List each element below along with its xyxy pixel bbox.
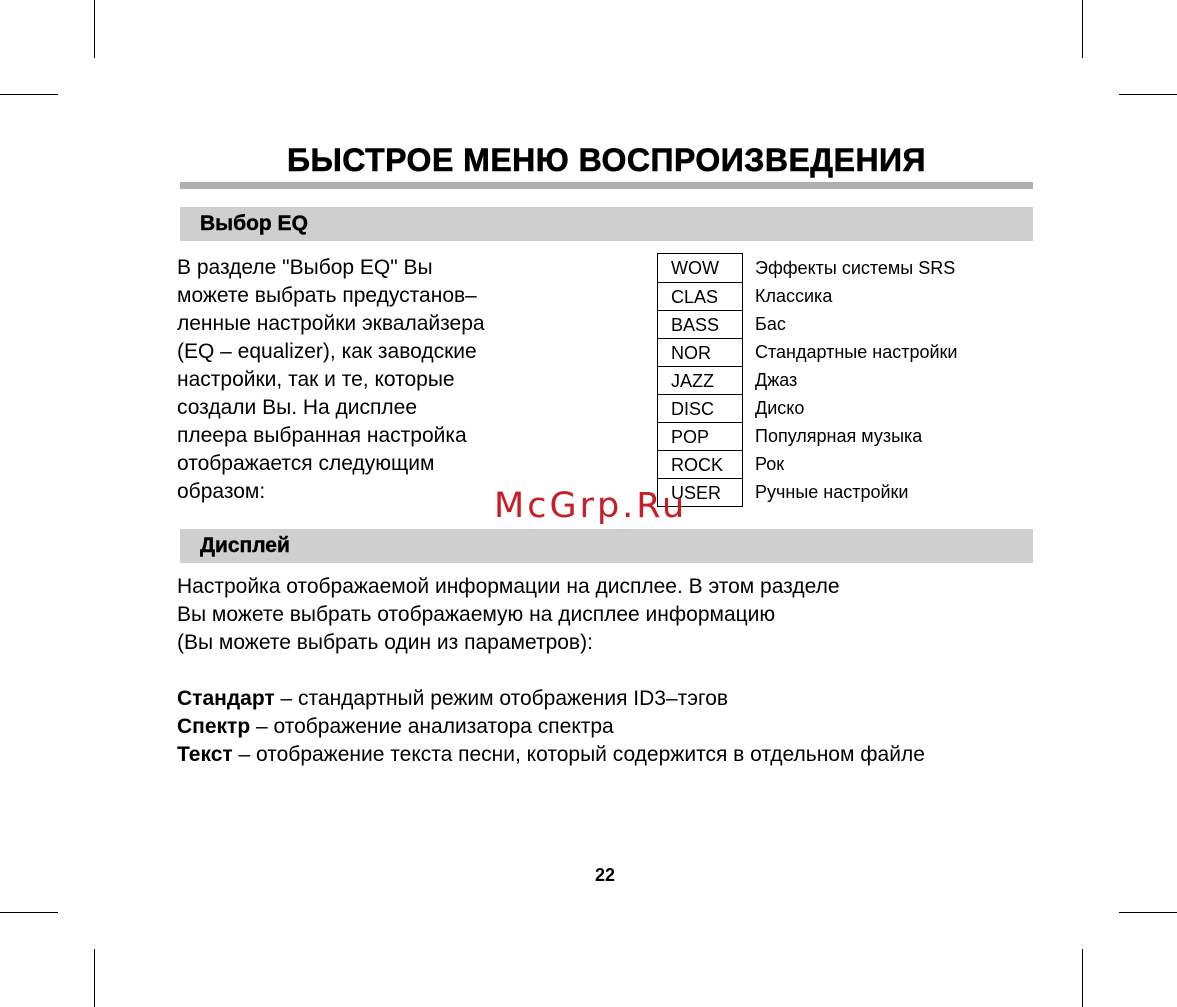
eq-code-user: USER <box>658 478 742 506</box>
display-intro-text <box>177 573 1037 657</box>
crop-mark-top-left-v <box>94 0 95 58</box>
page-number: 22 <box>594 865 616 885</box>
page-title: БЫСТРОЕ МЕНЮ ВОСПРОИЗВЕДЕНИЯ <box>286 142 927 178</box>
eq-code-clas: CLAS <box>658 282 742 310</box>
section-heading-display <box>180 529 1033 563</box>
display-option-standard <box>177 685 1047 713</box>
display-intro-line: Настройка отображаемой информации на дисплее. В этом разделе <box>177 575 840 598</box>
eq-description-clas: Классика <box>755 286 833 306</box>
crop-mark-top-right-v <box>1082 0 1083 58</box>
eq-description-list <box>755 254 957 506</box>
title-rule <box>180 182 1033 189</box>
crop-mark-bottom-right-v <box>1082 949 1083 1007</box>
option-text: – стандартный режим отображения ID3–тэгов <box>274 687 729 710</box>
option-term: Текст <box>177 743 233 766</box>
eq-code-rock: ROCK <box>658 450 742 478</box>
eq-code-table <box>657 253 743 507</box>
display-option-lyrics <box>177 741 1047 769</box>
eq-description-bass: Бас <box>755 314 786 334</box>
crop-mark-bottom-right-h <box>1119 912 1177 913</box>
eq-code-nor: NOR <box>658 338 742 366</box>
eq-code-wow: WOW <box>671 258 719 278</box>
eq-description-user: Ручные настройки <box>755 482 909 502</box>
crop-mark-top-left-h <box>0 94 58 95</box>
crop-mark-top-right-h <box>1119 94 1177 95</box>
crop-mark-bottom-left-v <box>94 949 95 1007</box>
display-option-spectrum <box>177 713 1047 741</box>
eq-code-pop: POP <box>658 422 742 450</box>
eq-code-jazz: JAZZ <box>658 366 742 394</box>
eq-code-bass: BASS <box>658 310 742 338</box>
display-options-list <box>177 685 1047 769</box>
eq-description-jazz: Джаз <box>755 370 798 390</box>
watermark: McGrp.Ru <box>494 486 688 526</box>
eq-description-disc: Диско <box>755 398 805 418</box>
option-term: Стандарт <box>177 687 275 710</box>
eq-description-wow: Эффекты системы SRS <box>755 258 956 278</box>
section-heading-eq <box>180 207 1033 241</box>
eq-intro-text: В разделе "Выбор EQ" Вы можете выбрать предустанов– ленные настройки эквалайзера (EQ – equalizer), как заводские настройки, так и те, которые создали Вы. На дисплее плеера выбранная настройка отображается следующим образом: <box>177 256 485 503</box>
option-text: – отображение анализатора спектра <box>250 715 614 738</box>
eq-description-nor: Стандартные настройки <box>755 342 958 362</box>
section-heading-eq-label: Выбор EQ <box>200 212 308 235</box>
section-heading-display-label: Дисплей <box>200 534 290 557</box>
option-text: – отображение текста песни, который содержится в отдельном файле <box>232 743 925 766</box>
display-intro-line: Вы можете выбрать отображаемую на дисплее информацию <box>177 603 776 626</box>
eq-description-rock: Рок <box>755 454 785 474</box>
eq-description-pop: Популярная музыка <box>755 426 923 446</box>
option-term: Спектр <box>177 715 251 738</box>
eq-code-disc: DISC <box>658 394 742 422</box>
crop-mark-bottom-left-h <box>0 912 58 913</box>
display-intro-line: (Вы можете выбрать один из параметров): <box>177 631 593 654</box>
